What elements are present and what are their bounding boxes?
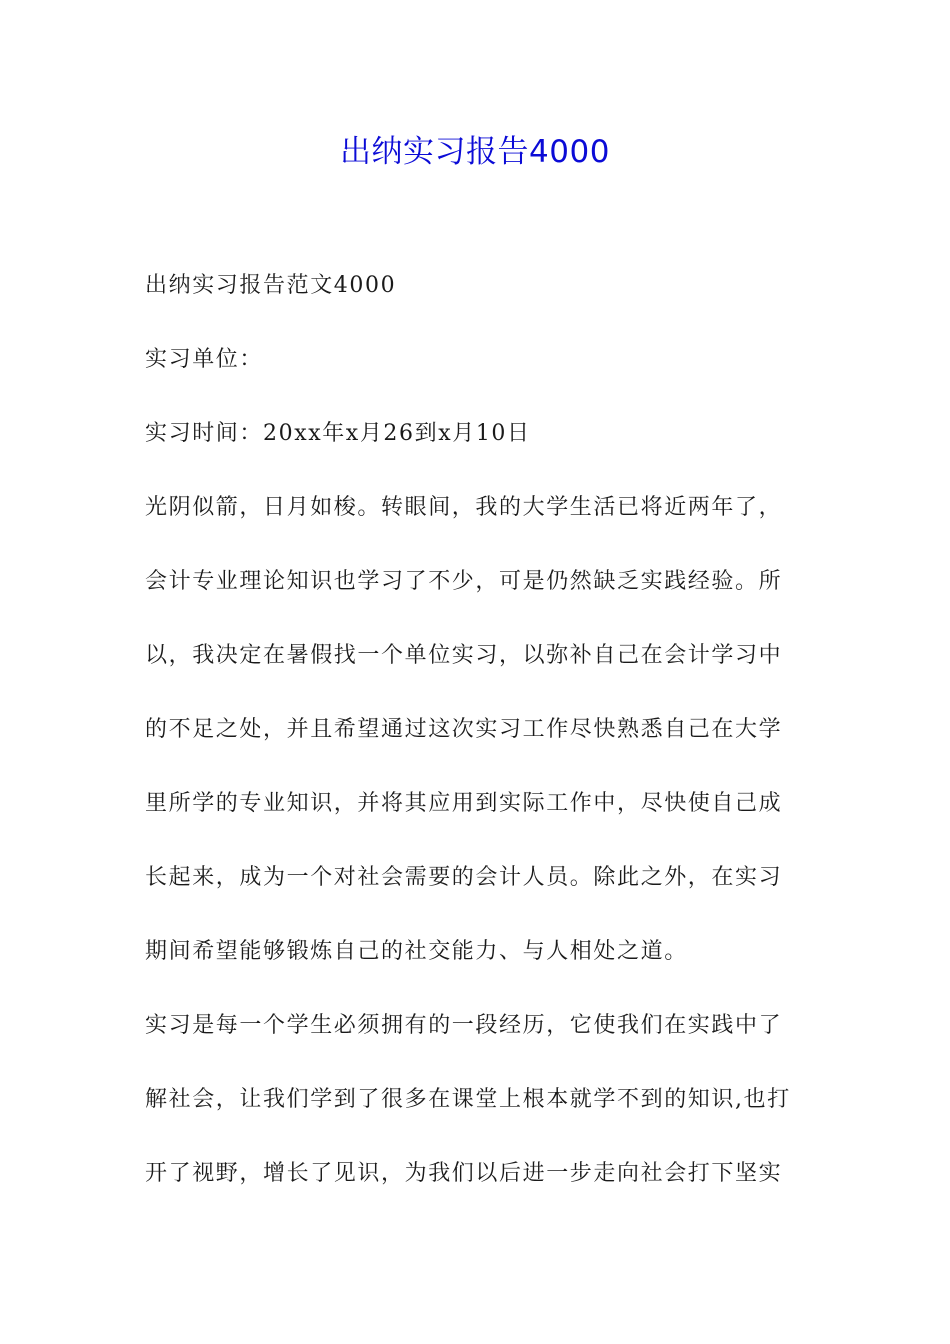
- body-line: 出纳实习报告范文4000: [145, 273, 397, 298]
- body-line: 实习单位：: [145, 347, 264, 372]
- body-line: 长起来，成为一个对社会需要的会计人员。除此之外，在实习: [145, 865, 783, 890]
- body-line: 光阴似箭，日月如梭。转眼间，我的大学生活已将近两年了，: [145, 495, 783, 520]
- body-line: 解社会，让我们学到了很多在课堂上根本就学不到的知识,也打: [145, 1087, 791, 1112]
- document-body: [145, 258, 810, 1220]
- body-line: 实习是每一个学生必须拥有的一段经历，它使我们在实践中了: [145, 1013, 783, 1038]
- body-line: 开了视野，增长了见识，为我们以后进一步走向社会打下坚实: [145, 1161, 783, 1186]
- body-line: 里所学的专业知识，并将其应用到实际工作中，尽快使自己成: [145, 791, 783, 816]
- body-line: 会计专业理论知识也学习了不少，可是仍然缺乏实践经验。所: [145, 569, 783, 594]
- body-line: 实习时间：20xx年x月26到x月10日: [145, 421, 531, 446]
- body-line: 以，我决定在暑假找一个单位实习，以弥补自己在会计学习中: [145, 643, 783, 668]
- body-line: 期间希望能够锻炼自己的社交能力、与人相处之道。: [145, 939, 688, 964]
- body-line: 的不足之处，并且希望通过这次实习工作尽快熟悉自己在大学: [145, 717, 783, 742]
- document-title: 出纳实习报告4000: [340, 134, 610, 170]
